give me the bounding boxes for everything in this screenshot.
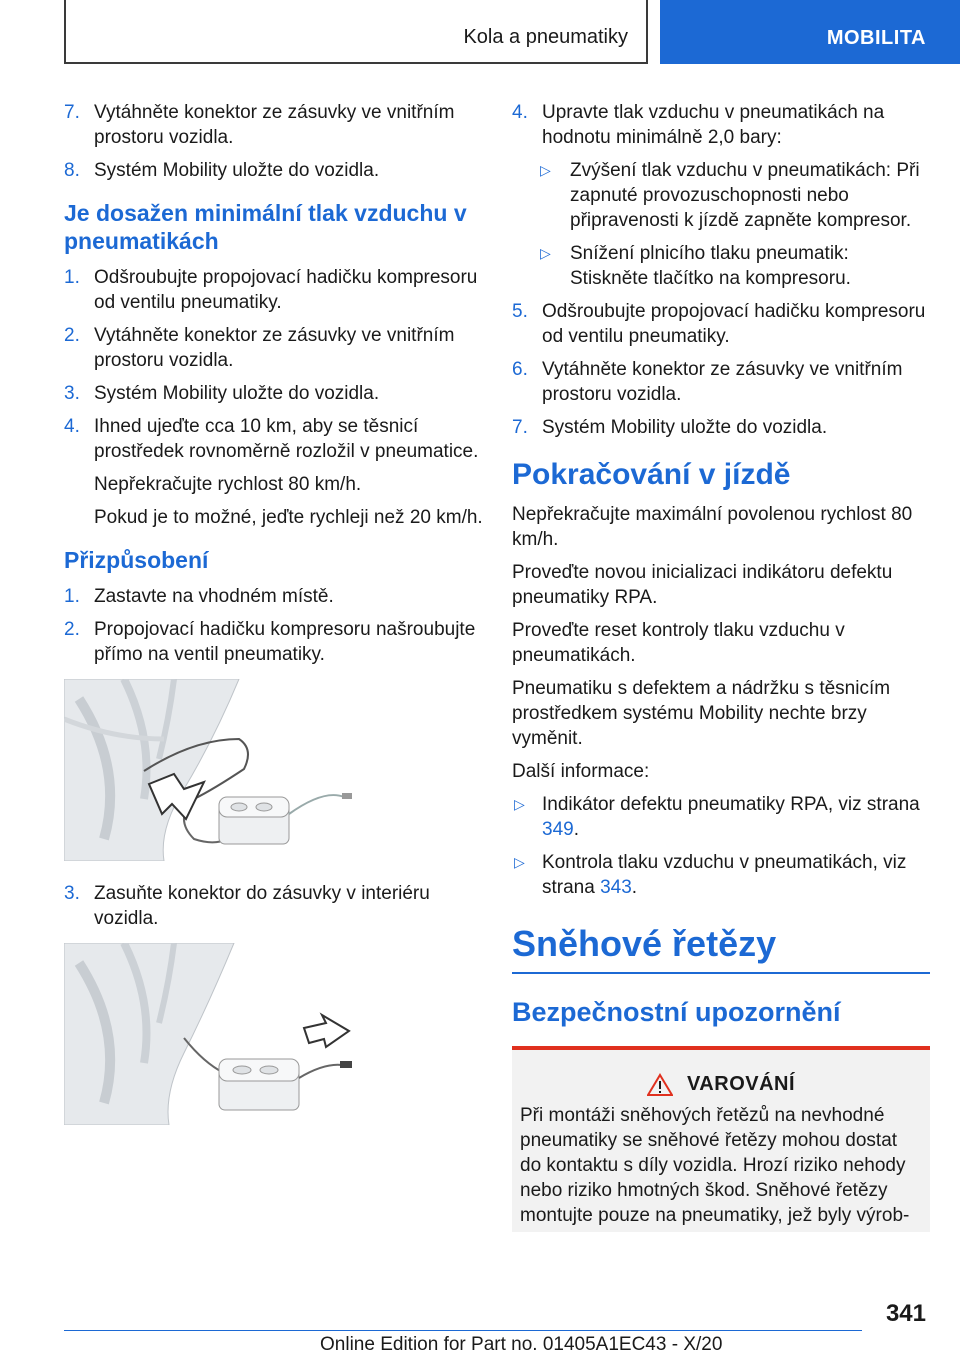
item-number: 6.	[512, 359, 528, 380]
heading-min-pressure: Je dosažen minimální tlak vzduchu v pneumatikách	[64, 200, 467, 254]
item-number: 2.	[64, 619, 80, 640]
compressor-socket-illustration	[64, 943, 354, 1125]
edition-footer: Online Edition for Part no. 01405A1EC43 - X/20	[320, 1334, 723, 1355]
item-text: Odšroubujte propojovací hadičku kompresoru od ventilu pneumatiky.	[542, 301, 926, 347]
sub-bullet	[512, 158, 930, 233]
item-text: Zastavte na vhodném místě.	[94, 586, 334, 607]
reference-item: ▷ Kontrola tlaku vzduchu v pneumatikách, viz strana 343.	[514, 852, 907, 898]
list-item	[64, 265, 484, 315]
list-item	[64, 158, 484, 183]
triangle-bullet-icon: ▷	[514, 796, 525, 812]
page-link[interactable]: 343	[600, 877, 632, 898]
warning-text: Při montáži sněhových řetězů na nevhodné pneumatiky se sněhové řetězy mohou dostat do kontaktu s díly vozidla. Hrozí riziko nehody nebo riziko hmotných škod. Sněhové řetězy montujte pouze na pneumatiky, jež byly výrob-	[520, 1105, 910, 1226]
reference-item: ▷ Indikátor defektu pneumatiky RPA, viz strana 349.	[514, 794, 920, 840]
item-text: Systém Mobility uložte do vozidla.	[542, 417, 828, 438]
item-text: Systém Mobility uložte do vozidla.	[94, 383, 380, 404]
item-number: 1.	[64, 586, 80, 607]
item-text: Zasuňte konektor do zásuvky v interiéru vozidla.	[94, 883, 430, 929]
warning-triangle-icon	[647, 1073, 673, 1097]
heading-continue-driving: Pokračování v jízdě	[512, 458, 791, 491]
list-item	[64, 881, 484, 931]
right-column	[512, 100, 930, 1232]
paragraph: Další informace:	[512, 761, 650, 782]
warning-title: VAROVÁNÍ	[686, 1073, 796, 1095]
footer-divider	[64, 1330, 862, 1331]
list-item	[512, 100, 930, 150]
item-number: 7.	[512, 417, 528, 438]
list-item	[64, 414, 484, 464]
item-number: 4.	[512, 102, 528, 123]
item-number: 5.	[512, 301, 528, 322]
triangle-bullet-icon: ▷	[540, 245, 551, 261]
list-item	[64, 323, 484, 373]
item-text: Ihned ujeďte cca 10 km, aby se těsnicí prostředek rovnoměrně rozložil v pneumatice.	[94, 416, 479, 462]
item-text: Upravte tlak vzduchu v pneumatikách na hodnotu minimálně 2,0 bary:	[542, 102, 885, 148]
compressor-valve-illustration	[64, 679, 354, 861]
list-item	[64, 100, 484, 150]
item-text: Vytáhněte konektor ze zásuvky ve vnitřním prostoru vozidla.	[542, 359, 903, 405]
warning-title-row	[520, 1072, 922, 1097]
item-text: Propojovací hadičku kompresoru našroubujte přímo na ventil pneumatiky.	[94, 619, 476, 665]
warning-box	[512, 1046, 930, 1232]
item-number: 1.	[64, 267, 80, 288]
item-number: 3.	[64, 383, 80, 404]
item-number: 8.	[64, 160, 80, 181]
triangle-bullet-icon: ▷	[514, 854, 525, 870]
triangle-bullet-icon: ▷	[540, 162, 551, 178]
list-item	[64, 584, 484, 609]
paragraph: Pneumatiku s defektem a nádržku s těsnicím prostředkem systému Mobility nechte brzy vyměnit.	[512, 678, 891, 749]
page-link[interactable]: 349	[542, 819, 574, 840]
bullet-text: Zvýšení tlak vzduchu v pneumatikách: Při zapnuté provozuschopnosti nebo připravenosti k jízdě zapněte kompresor.	[570, 160, 920, 231]
section-tab	[64, 0, 648, 64]
page-number: 341	[885, 1300, 926, 1327]
sub-bullet	[512, 241, 930, 291]
chapter-tab: MOBILITA	[660, 0, 960, 64]
item-number: 4.	[64, 416, 80, 437]
item-number: 3.	[64, 883, 80, 904]
reference-text: Kontrola tlaku vzduchu v pneumatikách, viz strana	[542, 852, 907, 898]
paragraph: Proveďte novou inicializaci indikátoru defektu pneumatiky RPA.	[512, 562, 893, 608]
list-item	[64, 381, 484, 406]
section-title: Kola a pneumatiky	[463, 26, 628, 48]
bullet-text: Snížení plnicího tlaku pneumatik: Stiskněte tlačítko na kompresoru.	[570, 243, 851, 289]
list-item	[512, 415, 930, 440]
list-item	[512, 357, 930, 407]
reference-text: Indikátor defektu pneumatiky RPA, viz strana	[542, 794, 920, 815]
heading-adapt: Přizpůsobení	[64, 547, 209, 573]
item-number: 2.	[64, 325, 80, 346]
list-item	[512, 299, 930, 349]
item-number: 7.	[64, 102, 80, 123]
heading-snow-chains: Sněhové řetězy	[512, 922, 930, 974]
item-text: Systém Mobility uložte do vozidla.	[94, 160, 380, 181]
item-text: Vytáhněte konektor ze zásuvky ve vnitřním prostoru vozidla.	[94, 325, 455, 371]
speed-note: Pokud je to možné, jeďte rychleji než 20 km/h.	[94, 507, 483, 528]
item-text: Odšroubujte propojovací hadičku kompresoru od ventilu pneumatiky.	[94, 267, 478, 313]
paragraph: Proveďte reset kontroly tlaku vzduchu v pneumatikách.	[512, 620, 845, 666]
heading-safety-notes: Bezpečnostní upozornění	[512, 997, 841, 1027]
left-column	[64, 100, 484, 1145]
speed-note: Nepřekračujte rychlost 80 km/h.	[94, 474, 362, 495]
paragraph: Nepřekračujte maximální povolenou rychlost 80 km/h.	[512, 504, 913, 550]
item-text: Vytáhněte konektor ze zásuvky ve vnitřním prostoru vozidla.	[94, 102, 455, 148]
list-item	[64, 617, 484, 667]
page-header	[0, 0, 960, 64]
